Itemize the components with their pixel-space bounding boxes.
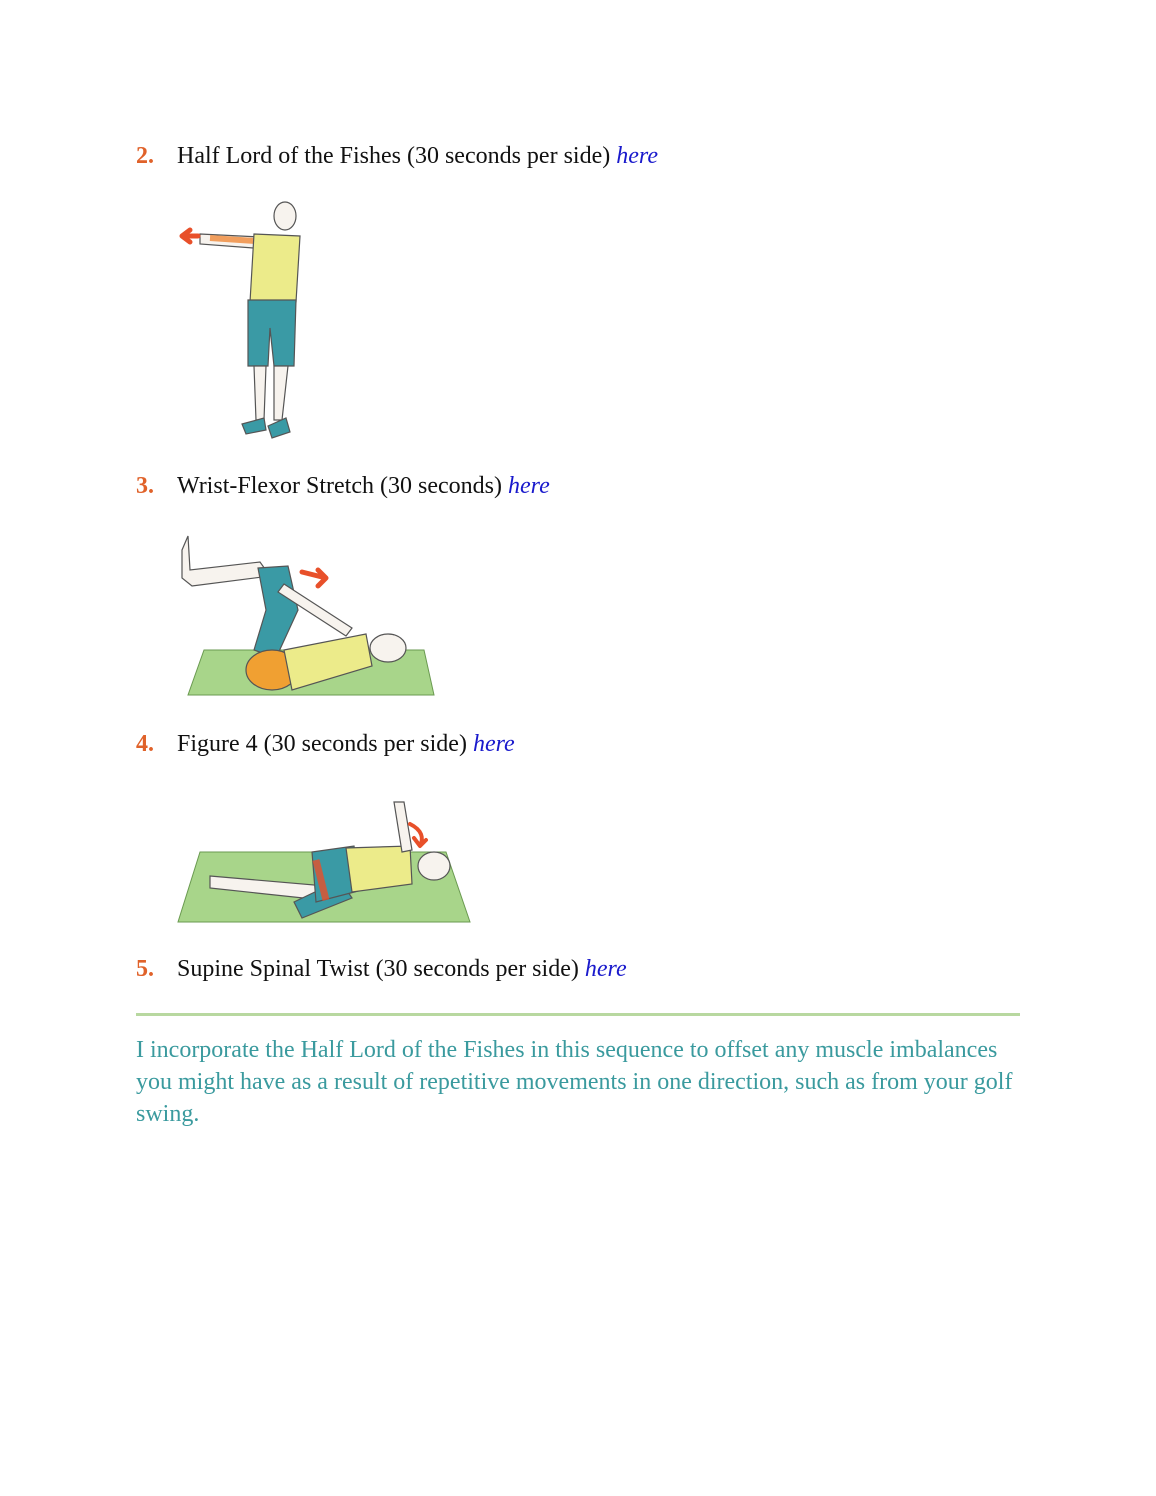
list-item-text: Wrist-Flexor Stretch (30 seconds) <box>177 473 502 499</box>
here-link[interactable]: here <box>507 473 550 499</box>
section-divider <box>136 1013 1020 1016</box>
list-item-text: Supine Spinal Twist (30 seconds per side) <box>177 956 579 982</box>
tip-paragraph: I incorporate the Half Lord of the Fishes in this sequence to offset any muscle imbalances you might have as a result of repetitive movements in one direction, such as from your golf swing. <box>136 1037 1013 1127</box>
list-number: 3. <box>136 473 154 499</box>
list-item-text: Half Lord of the Fishes (30 seconds per side) <box>177 143 611 169</box>
here-link[interactable]: here <box>584 956 627 982</box>
list-item <box>136 955 627 983</box>
list-number: 2. <box>136 143 154 169</box>
here-link[interactable]: here <box>616 143 658 169</box>
standing-arm-stretch-illustration <box>170 198 310 442</box>
list-number: 5. <box>136 956 154 982</box>
list-item <box>136 472 550 500</box>
list-item <box>136 730 515 758</box>
list-number: 4. <box>136 731 154 757</box>
supine-twist-illustration <box>176 790 472 926</box>
list-item <box>136 142 658 170</box>
supine-knee-hug-illustration <box>176 530 436 698</box>
here-link[interactable]: here <box>472 731 515 757</box>
list-item-text: Figure 4 (30 seconds per side) <box>177 731 467 757</box>
